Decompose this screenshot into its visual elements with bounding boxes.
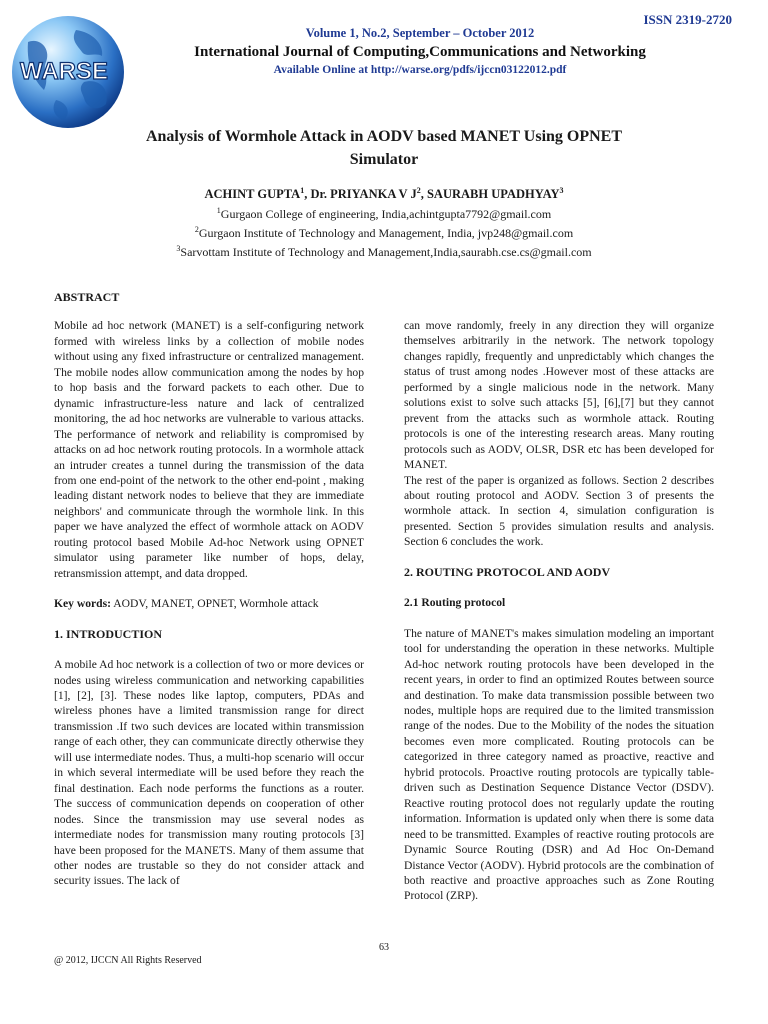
intro-continued: can move randomly, freely in any direction they will organize themselves arbitrarily in the network. The network topology changes rapidly, frequently and unpredictably which changes the status of trust among nodes .However most of these attacks are performed by a single malicious node in the network. Many solutions exist to solve such attacks [5], [6],[7] but they cannot prevent from the attacks such as wormhole attack. Routing protocols is one of the interesting research areas. Many routing protocols such as AODV, OLSR, DSR etc has been developed for MANET. — [404, 319, 714, 472]
author-list — [0, 186, 768, 202]
affiliations — [0, 203, 768, 260]
section2-heading: 2. ROUTING PROTOCOL AND AODV — [404, 564, 611, 579]
logo-text: WARSE — [19, 58, 109, 85]
author-sep: , — [304, 187, 311, 202]
author-name: SAURABH UPADHYAY — [426, 187, 560, 202]
author-sup: 2 — [416, 186, 421, 195]
organization-paragraph: The rest of the paper is organized as follows. Section 2 describes about routing protocol and AODV. Section 3 of presents the wormhole attack. In section 4, simulation configuration is presented. Section 5 provides simulation results and analysis. Section 6 concludes the work. — [404, 473, 714, 549]
affiliation: $^2$Gurgaon Institute of Technology and Management, India, jvp248@gmail.com — [194, 225, 574, 240]
intro-text: A mobile Ad hoc network is a collection of two or more devices or nodes using wireless communication and networking capabilities [1], [2], [3]. These nodes like laptop, computers, PDAs and wireless phones have a limited transmission range for direct transmission .If two such devices are located within transmission range of each other, they can communicate directly otherwise they will use intermediate nodes. Thus, a multi-hop scenario will occur in which several intermediate will be used before they reach the final destination. Each node performs the functions as a router. The success of communication depends on cooperation of other nodes. Since the transmission may use several nodes as intermediate nodes for transmission many routing protocols [3] have been proposed for the MANETS. Many of them assume that other nodes are trustable so they do not consider attack and security issues. The lack of — [54, 658, 364, 888]
volume-info: Volume 1, No.2, September – October 2012 — [305, 26, 535, 40]
journal-name: International Journal of Computing,Communications and Networking — [194, 44, 646, 60]
warse-logo — [6, 12, 132, 132]
keywords — [54, 596, 364, 611]
keywords-label: Key words: — [54, 597, 111, 611]
journal-header — [170, 26, 670, 76]
section21-text: The nature of MANET's makes simulation modeling an important tool for understanding the operation in these networks. Multiple Ad-hoc network routing protocols have been developed in the recent years, in order to find an optimized Routes between source and destination. To make data transmission possible between two nodes, multiple hops are required due to the limited transmission range of the nodes. Due to the Mobility of the nodes the situation becomes even more complicated. Routing protocols can be categorized in three category named as proactive, reactive and hybrid protocols. Proactive routing protocols are typically table-driven such as Destination Sequence Distance Vector (DSDV). Reactive routing protocol does not regularly update the routing information. Information is updated only when there is some data need to be transmitted. Examples of reactive routing protocols are Dynamic Source Routing (DSR) and Ad Hoc On-Demand Distance Vector (AODV). Hybrid protocols are the combination of both reactive and proactive approaches such as Zone Routing Protocol (ZRP). — [404, 626, 714, 903]
left-column — [54, 290, 364, 889]
globe-icon — [6, 12, 132, 132]
title-line-2: Simulator — [349, 151, 419, 168]
author-sup: 1 — [300, 186, 305, 195]
author-sep: , — [420, 187, 427, 202]
affiliation: $^1$Gurgaon College of engineering, India,achintgupta7792@gmail.com — [216, 206, 552, 221]
intro-heading: 1. INTRODUCTION — [54, 626, 163, 641]
copyright-footer: @ 2012, IJCCN All Rights Reserved — [54, 955, 202, 966]
section21-heading: 2.1 Routing protocol — [404, 596, 506, 610]
issn: ISSN 2319-2720 — [643, 12, 732, 27]
affiliation: $^3$Sarvottam Institute of Technology and Management,India,saurabh.cse.cs@gmail.com — [176, 244, 592, 259]
abstract-heading: ABSTRACT — [54, 290, 120, 304]
keywords-text: AODV, MANET, OPNET, Wormhole attack — [111, 597, 319, 611]
author-name: ACHINT GUPTA — [204, 187, 301, 202]
abstract-text: Mobile ad hoc network (MANET) is a self-configuring network formed with wireless links by a collection of mobile nodes without using any fixed infrastructure or centralized management. The mobile nodes allow communication among the nodes by hop to hop basis and the forward packets to each other. Due to dynamic infrastructure-less nature and lack of centralized monitoring, the ad hoc networks are vulnerable to various attacks. The performance of network and reliability is compromised by attacks on ad hoc network routing protocols. In a wormhole attack an intruder creates a tunnel during the transmission of the data from one end-point of the network to the other end-point , making leading distant network nodes to believe that they are immediate neighbors' and communicate through the wormhole link. In this paper we have analyzed the effect of wormhole attack on AODV routing protocol based Mobile Ad-hoc Network using OPNET simulator using parameter like number of hops, delay, retransmission attempt, and data dropped. — [54, 319, 364, 580]
author-sup: 3 — [559, 186, 564, 195]
availability-link[interactable]: Available Online at http://warse.org/pdfs/ijccn03122012.pdf — [273, 64, 567, 76]
page-number: 63 — [379, 942, 389, 953]
title-line-1: Analysis of Wormhole Attack in AODV based MANET Using OPNET — [145, 128, 623, 145]
author-name: Dr. PRIYANKA V J — [310, 187, 417, 202]
paper-title — [100, 125, 668, 171]
right-column — [404, 318, 714, 904]
